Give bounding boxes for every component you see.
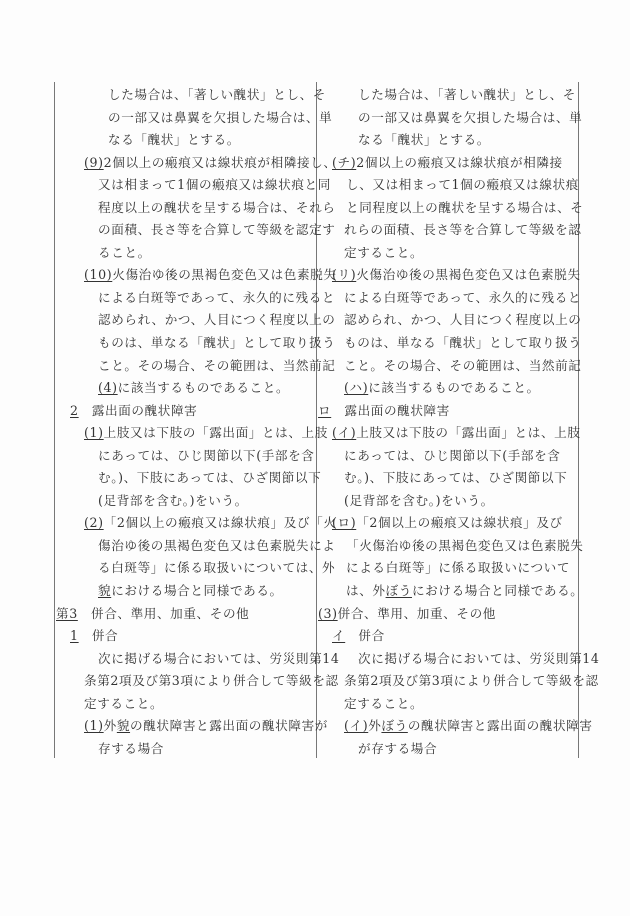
text-segment: にあっては、ひじ関節以下(手部を含 bbox=[98, 447, 315, 463]
text-segment: 火傷治ゆ後の黒褐色変色又は色素脱失 bbox=[356, 267, 581, 283]
text-segment: した場合は、「著しい醜状」とし、そ bbox=[108, 87, 326, 102]
text-line bbox=[56, 309, 336, 332]
text-segment: 定すること。 bbox=[84, 695, 164, 711]
text-line bbox=[318, 197, 584, 220]
text-line bbox=[56, 603, 314, 626]
text-segment: ものは、単なる「醜状」として取り扱う bbox=[98, 335, 336, 351]
text-segment: る白斑等」に係る取扱いについては、外 bbox=[98, 560, 336, 576]
text-line bbox=[318, 648, 600, 671]
text-line bbox=[318, 309, 582, 332]
text-line bbox=[56, 422, 328, 445]
underlined-text: 貌 bbox=[98, 583, 112, 599]
text-segment: の一部又は鼻翼を欠損した場合は、単 bbox=[108, 109, 333, 125]
text-line bbox=[318, 174, 579, 197]
text-segment: 「火傷治ゆ後の黒褐色変色又は色素脱失 bbox=[346, 537, 584, 553]
text-segment: 火傷治ゆ後の黒褐色変色又は色素脱失 bbox=[112, 267, 337, 283]
underlined-text: ぼう bbox=[385, 583, 412, 599]
text-segment: 次に掲げる場合においては、労災則第14 bbox=[358, 650, 600, 666]
text-segment: 定すること。 bbox=[344, 695, 424, 711]
text-segment: 2個以上の瘢痕又は線状痕が相隣接し、 bbox=[103, 154, 337, 170]
text-segment: 傷治ゆ後の黒褐色変色又は色素脱失によ bbox=[98, 537, 336, 553]
underlined-text: ロ bbox=[318, 402, 332, 418]
text-line bbox=[56, 84, 326, 107]
text-line bbox=[318, 603, 576, 626]
text-line bbox=[56, 242, 314, 265]
text-segment: 又は相まって1個の瘢痕又は線状痕と同 bbox=[98, 177, 331, 193]
text-segment: 程度以上の醜状を呈する場合は、それら bbox=[98, 199, 336, 215]
text-line bbox=[318, 535, 584, 558]
text-segment: 認められ、かつ、人目につく程度以上の bbox=[344, 312, 582, 328]
text-segment: と同程度以上の醜状を呈する場合は、そ bbox=[346, 199, 584, 215]
text-line bbox=[56, 535, 336, 558]
text-segment: 上肢又は下肢の「露出面」とは、上肢 bbox=[356, 425, 581, 441]
underlined-text: 2 bbox=[70, 402, 79, 418]
text-line bbox=[318, 219, 582, 242]
text-segment: 存する場合 bbox=[98, 740, 164, 756]
text-line bbox=[56, 152, 337, 175]
underlined-text: イ bbox=[332, 628, 346, 644]
text-segment: (足背部を含む。)をいう。 bbox=[98, 492, 248, 508]
text-line bbox=[56, 287, 336, 310]
underlined-text: (3) bbox=[318, 605, 338, 621]
text-segment: ものは、単なる「醜状」として取り扱う bbox=[344, 335, 582, 351]
underlined-text: 1 bbox=[70, 628, 79, 644]
text-line bbox=[56, 670, 339, 693]
text-segment: による白斑等」に係る取扱いについて bbox=[346, 560, 571, 576]
text-line bbox=[56, 580, 314, 603]
text-line bbox=[318, 355, 582, 378]
text-line bbox=[56, 264, 337, 287]
text-segment: む。)、下肢にあっては、ひざ関節以下 bbox=[98, 470, 322, 486]
text-segment: ること。 bbox=[98, 244, 151, 260]
text-segment: は、外 bbox=[346, 583, 386, 599]
text-line bbox=[318, 625, 576, 648]
text-segment: の一部又は鼻翼を欠損した場合は、単 bbox=[358, 109, 583, 125]
text-line bbox=[318, 715, 593, 738]
text-line bbox=[318, 129, 576, 152]
underlined-text: (イ) bbox=[344, 718, 369, 734]
text-segment: 併合 bbox=[78, 628, 119, 644]
text-segment: 併合、準用、加重、その他 bbox=[337, 605, 496, 621]
text-line bbox=[318, 422, 581, 445]
underlined-text: (1) bbox=[84, 718, 104, 734]
text-line bbox=[56, 197, 336, 220]
text-line bbox=[318, 264, 581, 287]
underlined-text: (9) bbox=[84, 154, 104, 170]
text-segment: 外 bbox=[368, 718, 382, 734]
text-segment: した場合は、「著しい醜状」とし、そ bbox=[358, 87, 576, 102]
text-segment: に該当するものであること。 bbox=[117, 380, 290, 396]
text-line bbox=[56, 512, 337, 535]
underlined-text: (イ) bbox=[332, 425, 357, 441]
underlined-text: ぼう bbox=[381, 718, 408, 734]
text-line bbox=[56, 355, 336, 378]
text-line bbox=[318, 467, 576, 490]
text-segment: なる「醜状」とする。 bbox=[108, 132, 240, 148]
text-segment: 定すること。 bbox=[344, 244, 424, 260]
text-segment: 併合 bbox=[345, 628, 385, 644]
text-line bbox=[318, 580, 584, 603]
text-line bbox=[56, 332, 336, 355]
text-line bbox=[318, 557, 576, 580]
text-segment: の醜状障害と露出面の醜状障害が bbox=[130, 718, 328, 734]
text-line bbox=[318, 400, 576, 423]
text-segment: れらの面積、長さ等を合算して等級を認 bbox=[344, 222, 582, 238]
text-line bbox=[318, 84, 576, 107]
text-line bbox=[318, 490, 576, 513]
underlined-text: 第3 bbox=[56, 605, 78, 621]
text-segment: による白斑等であって、永久的に残ると bbox=[98, 289, 336, 305]
text-segment: なる「醜状」とする。 bbox=[358, 132, 490, 148]
text-line bbox=[56, 648, 340, 671]
text-segment: し、又は相まって1個の瘢痕又は線状痕 bbox=[346, 177, 579, 193]
text-line bbox=[56, 377, 314, 400]
text-line bbox=[56, 129, 314, 152]
text-segment: 条第2項及び第3項により併合して等級を認 bbox=[344, 673, 599, 689]
text-line bbox=[56, 107, 333, 130]
text-line bbox=[56, 174, 331, 197]
text-line bbox=[318, 332, 582, 355]
underlined-text: 貌 bbox=[116, 718, 131, 734]
underlined-text: (2) bbox=[84, 515, 104, 531]
text-line bbox=[318, 693, 576, 716]
text-segment: こと。その場合、その範囲は、当然前記 bbox=[344, 357, 582, 373]
text-line bbox=[56, 490, 314, 513]
text-line bbox=[318, 242, 576, 265]
text-line bbox=[318, 107, 583, 130]
underlined-text: (10) bbox=[84, 267, 113, 283]
text-line bbox=[318, 670, 599, 693]
underlined-text: (1) bbox=[84, 425, 104, 441]
text-line bbox=[56, 738, 314, 761]
right-column-original-text bbox=[318, 84, 600, 760]
text-segment: の醜状障害と露出面の醜状障害 bbox=[407, 718, 593, 734]
text-segment: における場合と同様である。 bbox=[111, 583, 283, 599]
text-segment: 「2個以上の瘢痕又は線状痕」及び bbox=[356, 515, 563, 531]
underlined-text: (ロ) bbox=[332, 515, 357, 531]
text-line bbox=[318, 377, 576, 400]
text-segment: 露出面の醜状障害 bbox=[78, 402, 198, 418]
text-segment: 併合、準用、加重、その他 bbox=[77, 605, 250, 621]
text-segment: にあっては、ひじ関節以下(手部を含 bbox=[344, 447, 561, 463]
text-line bbox=[56, 693, 314, 716]
text-line bbox=[56, 557, 336, 580]
underlined-text: (ハ) bbox=[344, 380, 369, 396]
text-segment: における場合と同様である。 bbox=[411, 583, 584, 599]
text-line bbox=[56, 445, 314, 468]
underlined-text: (リ) bbox=[332, 267, 357, 283]
text-segment: (足背部を含む。)をいう。 bbox=[344, 492, 494, 508]
text-segment: 次に掲げる場合においては、労災則第14 bbox=[98, 650, 340, 666]
text-segment: が存する場合 bbox=[358, 740, 438, 756]
text-segment: 露出面の醜状障害 bbox=[331, 402, 450, 418]
text-line bbox=[56, 467, 322, 490]
text-segment: による白斑等であって、永久的に残ると bbox=[344, 289, 582, 305]
text-segment: こと。その場合、その範囲は、当然前記 bbox=[98, 357, 336, 373]
text-line bbox=[318, 445, 576, 468]
text-line bbox=[56, 219, 336, 242]
left-column-revised-text bbox=[56, 84, 340, 760]
text-line bbox=[318, 152, 576, 175]
text-line bbox=[56, 715, 328, 738]
text-segment: 認められ、かつ、人目につく程度以上の bbox=[98, 312, 336, 328]
text-segment: 2個以上の瘢痕又は線状痕が相隣接 bbox=[356, 154, 563, 170]
underlined-text: (チ) bbox=[332, 154, 357, 170]
text-segment: 上肢又は下肢の「露出面」とは、上肢 bbox=[103, 425, 328, 441]
text-segment: 外 bbox=[103, 718, 117, 734]
text-line bbox=[56, 400, 314, 423]
text-segment: 「2個以上の瘢痕又は線状痕」及び「火 bbox=[103, 515, 337, 531]
text-segment: に該当するものであること。 bbox=[368, 380, 540, 396]
text-line bbox=[318, 738, 576, 761]
text-segment: 条第2項及び第3項により併合して等級を認 bbox=[84, 673, 339, 689]
text-line bbox=[56, 625, 314, 648]
text-segment: の面積、長さ等を合算して等級を認定す bbox=[98, 222, 336, 238]
left-border-line bbox=[54, 82, 55, 758]
underlined-text: (4) bbox=[98, 380, 118, 396]
text-segment: む。)、下肢にあっては、ひざ関節以下 bbox=[344, 470, 568, 486]
text-line bbox=[318, 287, 582, 310]
text-line bbox=[318, 512, 576, 535]
